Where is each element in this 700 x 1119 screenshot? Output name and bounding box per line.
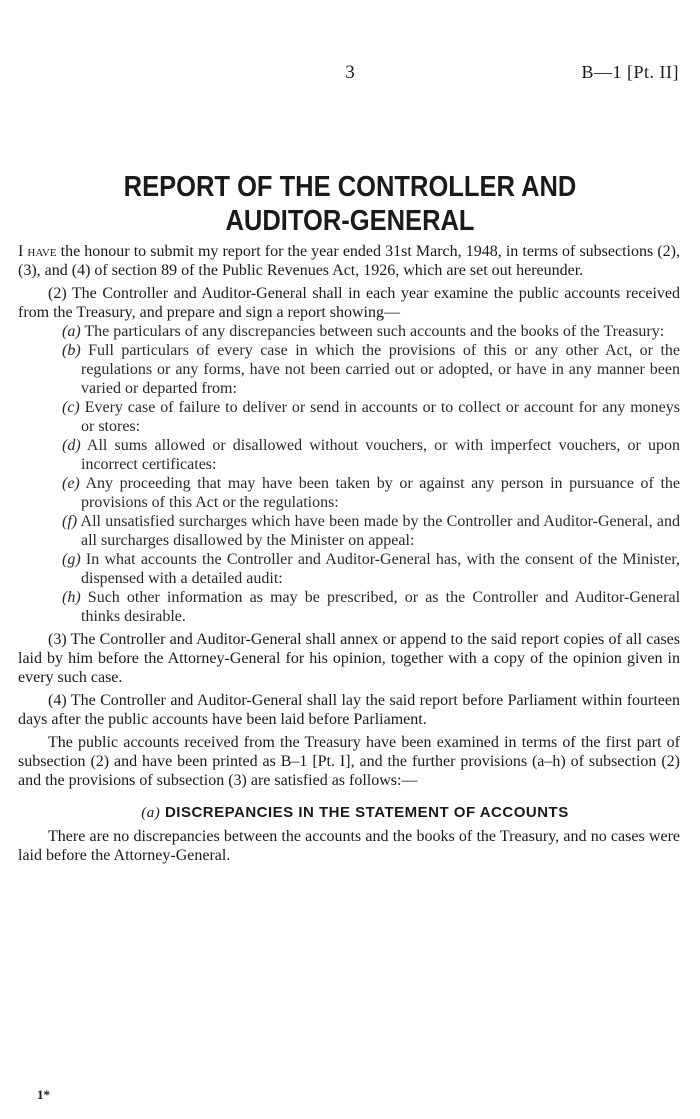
provision-label: (b)	[62, 342, 81, 359]
title-line-1: REPORT OF THE CONTROLLER AND	[123, 171, 577, 203]
provision-label: (c)	[62, 399, 80, 416]
intro-paragraph	[18, 242, 680, 280]
provision-item	[62, 436, 680, 474]
provision-text: In what accounts the Controller and Auditor-General has, with the consent of the Minister, dispensed with a detailed audit:	[81, 551, 681, 587]
intro-text: the honour to submit my report for the year ended 31st March, 1948, in terms of subsections (2), (3), and (4) of section 89 of the Public Revenues Act, 1926, which are set out hereunder.	[18, 243, 680, 279]
section-heading-title: DISCREPANCIES IN THE STATEMENT OF ACCOUNTS	[164, 804, 569, 821]
provision-item	[62, 550, 681, 588]
subsection-3-paragraph: (3) The Controller and Auditor-General shall annex or append to the said report copies of all cases laid by him before the Attorney-General for his opinion, together with a copy of the opinion given in every such case.	[18, 631, 680, 686]
provision-text: Such other information as may be prescribed, or as the Controller and Auditor-General thinks desirable.	[81, 589, 681, 625]
provision-item	[62, 474, 680, 512]
provision-text: Full particulars of every case in which the provisions of this or any other Act, or the regulations or any forms, have not been carried out or adopted, or have in any manner been varied or departed from:	[81, 342, 681, 397]
document-reference: B—1 [Pt. II]	[581, 62, 679, 82]
section-heading	[18, 803, 680, 823]
provision-item	[62, 322, 680, 341]
provision-item	[62, 341, 681, 398]
subsection-4-paragraph: (4) The Controller and Auditor-General shall lay the said report before Parliament within fourteen days after the public accounts have been laid before Parliament.	[18, 692, 680, 728]
provision-text: Every case of failure to deliver or send in accounts or to collect or account for any moneys or stores:	[81, 399, 681, 435]
provision-text: All unsatisfied surcharges which have been made by the Controller and Auditor-General, and all surcharges disallowed by the Minister on appeal:	[80, 513, 680, 549]
provision-label: (d)	[62, 437, 81, 454]
provision-label: (h)	[62, 589, 81, 606]
report-title	[42, 170, 658, 238]
provision-label: (g)	[62, 551, 81, 568]
provision-item	[62, 588, 681, 626]
title-line-2: AUDITOR-GENERAL	[225, 205, 475, 237]
signature-mark: 1*	[37, 1087, 50, 1102]
provision-label: (f)	[62, 513, 78, 530]
provision-label: (e)	[62, 475, 80, 492]
discrepancies-paragraph: There are no discrepancies between the accounts and the books of the Treasury, and no cases were laid before the Attorney-General.	[18, 828, 680, 864]
provision-text: All sums allowed or disallowed without vouchers, or with imperfect vouchers, or upon incorrect certificates:	[81, 437, 680, 473]
intro-lead: I have	[18, 243, 57, 260]
provision-item	[62, 398, 681, 436]
provision-item	[62, 512, 680, 550]
provision-label: (a)	[62, 323, 81, 340]
provision-text: Any proceeding that may have been taken by or against any person in pursuance of the provisions of this Act or the regulations:	[81, 475, 680, 511]
section-heading-prefix: (a)	[141, 805, 161, 821]
provision-text: The particulars of any discrepancies between such accounts and the books of the Treasury:	[84, 323, 665, 340]
subsection-2-paragraph: (2) The Controller and Auditor-General shall in each year examine the public accounts received from the Treasury, and prepare and sign a report showing—	[18, 285, 680, 321]
report-body	[18, 242, 680, 865]
page-number: 3	[345, 62, 355, 83]
examination-paragraph: The public accounts received from the Treasury have been examined in terms of the first part of subsection (2) and have been printed as B–1 [Pt. I], and the further provisions (a–h) of subsection (2) and the provisions of subsection (3) are satisfied as follows:—	[18, 734, 680, 789]
